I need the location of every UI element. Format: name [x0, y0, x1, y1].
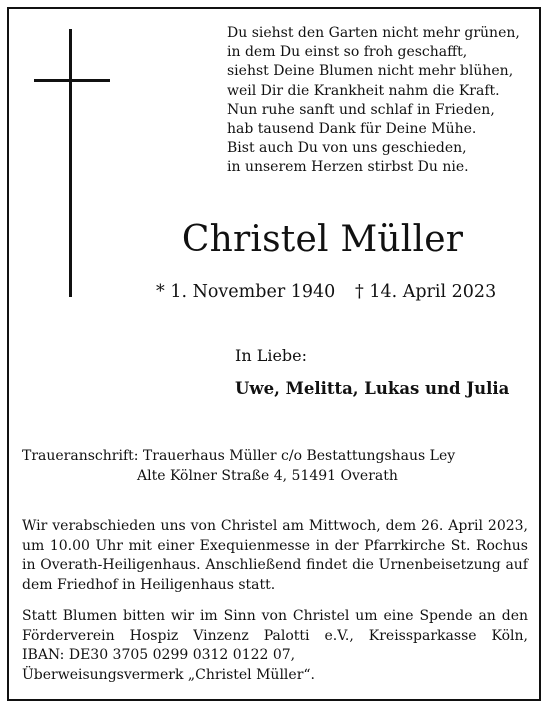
donation-paragraph [22, 607, 528, 685]
birth-date: * 1. November 1940 [156, 282, 336, 302]
service-line: in Overath-Heiligenhaus. Anschließend findet die Urnenbeisetzung auf [22, 557, 528, 573]
donation-line: Statt Blumen bitten wir im Sinn von Christel um eine Spende an den [22, 608, 528, 624]
donation-line: Überweisungsvermerk „Christel Müller“. [22, 666, 315, 683]
poem-line: hab tausend Dank für Deine Mühe. [227, 121, 477, 138]
poem-line: Du siehst den Garten nicht mehr grünen, [227, 25, 520, 41]
service-line: dem Friedhof in Heiligenhaus statt. [22, 576, 276, 593]
memorial-poem [227, 24, 527, 178]
mourners-intro: In Liebe: [235, 346, 308, 365]
poem-line: weil Dir die Krankheit nahm die Kraft. [227, 82, 500, 99]
service-line: um 10.00 Uhr mit einer Exequienmesse in der Pfarrkirche St. Rochus [22, 537, 528, 554]
address-line: Traueranschrift: Trauerhaus Müller c/o Bestattungshaus Ley [22, 448, 456, 464]
mourning-address [22, 446, 455, 486]
service-line: Wir verabschieden uns von Christel am Mittwoch, dem 26. April 2023, [22, 518, 528, 534]
mourners-names: Uwe, Melitta, Lukas und Julia [235, 379, 510, 398]
cross-icon-bar [34, 79, 110, 82]
poem-line: Bist auch Du von uns geschieden, [227, 140, 467, 157]
death-date: † 14. April 2023 [355, 282, 497, 302]
donation-line: IBAN: DE30 3705 0299 0312 0122 07, [22, 647, 296, 663]
deceased-name: Christel Müller [181, 219, 464, 260]
poem-line: siehst Deine Blumen nicht mehr blühen, [227, 63, 514, 80]
poem-line: in dem Du einst so froh geschafft, [227, 44, 468, 61]
address-line: Alte Kölner Straße 4, 51491 Overath [137, 468, 398, 484]
poem-line: in unserem Herzen stirbst Du nie. [227, 159, 469, 176]
service-paragraph [22, 517, 528, 595]
poem-line: Nun ruhe sanft und schlaf in Frieden, [227, 101, 495, 118]
donation-line: Förderverein Hospiz Vinzenz Palotti e.V., Kreissparkasse Köln, [22, 627, 528, 644]
